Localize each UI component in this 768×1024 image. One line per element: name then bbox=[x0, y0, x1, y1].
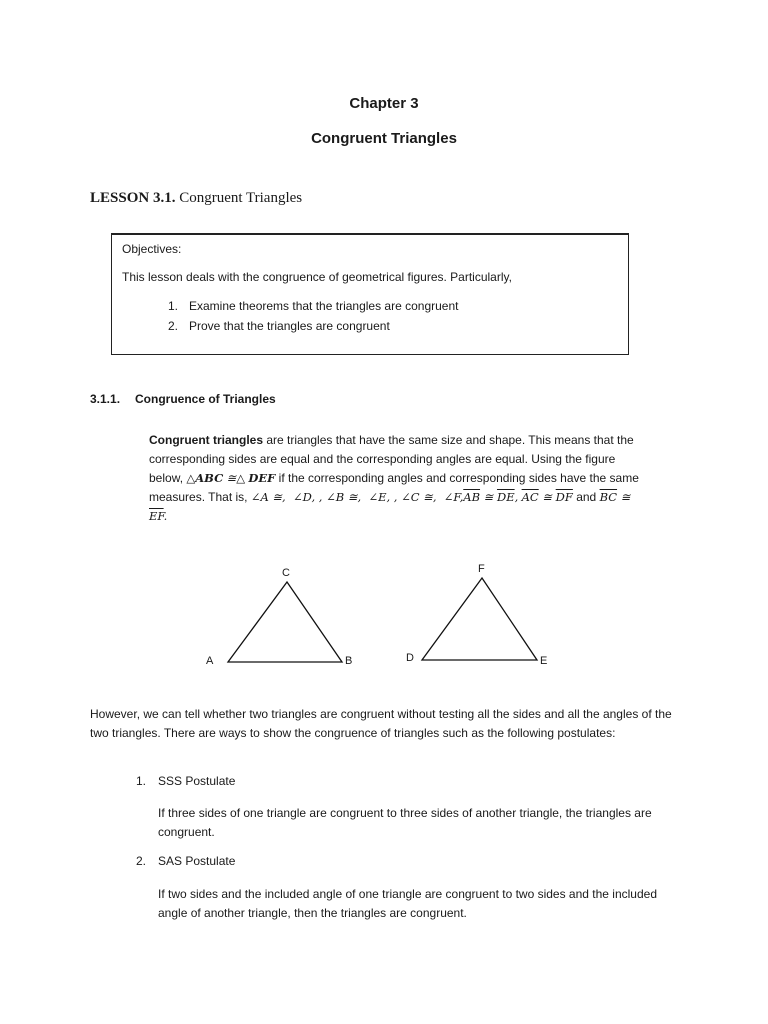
postulate-name: SAS Postulate bbox=[158, 854, 236, 868]
postulate-heading bbox=[136, 852, 235, 871]
postulate-text: If three sides of one triangle are congruent to three sides of another triangle, the triangles are congruent. bbox=[158, 806, 652, 839]
segment-ef: $\overline{EF}$ bbox=[149, 509, 164, 523]
triangle-abc-label: ABC bbox=[195, 471, 224, 485]
objective-number: 2. bbox=[168, 319, 179, 333]
section-number: 3.1.1. bbox=[90, 392, 121, 406]
section-title: Congruence of Triangles bbox=[135, 392, 276, 406]
segment-df: $\overline{DF}$ bbox=[555, 490, 573, 504]
lesson-name: Congruent Triangles bbox=[179, 190, 303, 206]
chapter-heading: Chapter 3 bbox=[349, 95, 419, 112]
vertex-label-f: F bbox=[478, 563, 485, 575]
triangle-def-label: DEF bbox=[248, 471, 276, 485]
vertex-label-c: C bbox=[282, 567, 290, 579]
segment-ac: $\overline{AC}$ bbox=[521, 490, 539, 504]
definition-text-1: are triangles that have the same size and shape. This means that the corresponding sides are equal and the corresponding angles are equal. Using the figure below, bbox=[149, 433, 634, 485]
postulate-number: 2. bbox=[136, 854, 147, 868]
objective-text: Prove that the triangles are congruent bbox=[189, 319, 390, 333]
postulate-heading bbox=[136, 772, 235, 791]
vertex-label-b: B bbox=[345, 655, 353, 667]
segment-ab: $\overline{AB}$ bbox=[463, 490, 481, 504]
segment-bc: $\overline{BC}$ bbox=[599, 490, 618, 504]
lesson-number: LESSON 3.1. bbox=[90, 190, 176, 206]
chapter-title: Congruent Triangles bbox=[311, 130, 457, 147]
postulate-number: 1. bbox=[136, 774, 147, 788]
vertex-label-e: E bbox=[540, 655, 548, 667]
postulate-text: If two sides and the included angle of one triangle are congruent to two sides and the included angle of another triangle, then the triangles are congruent. bbox=[158, 887, 658, 920]
objective-text: Examine theorems that the triangles are congruent bbox=[189, 299, 459, 313]
definition-term: Congruent triangles bbox=[149, 433, 264, 447]
objectives-label: Objectives: bbox=[122, 242, 182, 256]
postulate-name: SSS Postulate bbox=[158, 774, 236, 788]
objective-number: 1. bbox=[168, 299, 179, 313]
vertex-label-d: D bbox=[406, 652, 414, 664]
segment-de: $\overline{DE}$ bbox=[496, 490, 515, 504]
definition-text-2: if the corresponding angles and corresponding sides have the same measures. That is, bbox=[149, 471, 639, 504]
vertex-label-a: A bbox=[206, 655, 214, 667]
triangle-abc bbox=[228, 582, 342, 662]
triangle-def bbox=[422, 578, 537, 660]
postulates-intro: However, we can tell whether two triangles are congruent without testing all the sides and all the angles of the two triangles. There are ways to show the congruence of triangles such as the following postulates: bbox=[90, 707, 672, 740]
objectives-intro: This lesson deals with the congruence of geometrical figures. Particularly, bbox=[122, 270, 512, 284]
definition-paragraph: Congruent triangles are triangles that have the same size and shape. This means that the corresponding sides are equal and the corresponding angles are equal. Using the figure below, △ABC ≅△ DEF if the corresponding angles and corresponding sides have the same measures. That is, ∠A ≅, ∠D, , ∠B ≅, ∠E, , ∠C ≅, $\angle F,\overline{AB}$ ≅ $\overline{DE}$, $\overline{AC}$ ≅ $\overline{DF}$ and $\overline{BC}$ ≅ $\overline{EF}$. bbox=[149, 433, 639, 523]
and-word: and bbox=[572, 490, 600, 504]
